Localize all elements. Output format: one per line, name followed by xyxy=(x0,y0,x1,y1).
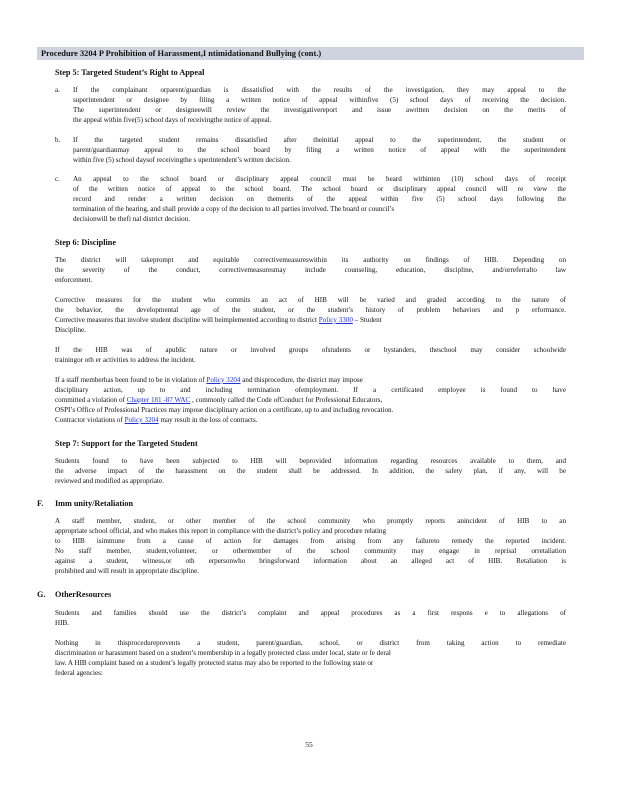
step5-b-line-2: parent/guardianmay appeal to the school board by filing a written notice of appeal with the superintendent xyxy=(73,146,566,154)
section-g-p1-line-1: Students and families should use the district’s complaint and appeal procedures as a first respons e to allegations of xyxy=(55,609,566,617)
section-g-p2-line-2: discrimination or harassment based on a student’s membership in a legally protected class under local, state or fe deral xyxy=(55,649,391,657)
step5-b-line-3: within five (5) school daysof receivingthe s uperintendent’s written decision. xyxy=(73,156,291,164)
section-g-p2-line-3: law. A HIB complaint based on a student’s legally protected status may also be reported to the following state or xyxy=(55,659,374,667)
section-f-line-4: No staff member, student,volunteer, or othermember of the school community may engage in reprisal orretaliation xyxy=(55,547,566,555)
step6-p4-after-1: and thisprocedure, the district may impose xyxy=(242,376,363,384)
step6-p2-line-2: the behavior, the developmental age of the student, or the student’s history of problem behaviors and p erformance. xyxy=(55,306,566,314)
item-b-marker: b. xyxy=(55,136,61,144)
section-g-p2-line-1: Nothing in thisprocedureprevents a student, parent/guardian, school, or district from taking action to remediate xyxy=(55,639,566,647)
step5-c-line-4: termination of the hearing, and shall provide a copy of the decision to all parties involved. The board or council’s xyxy=(73,205,395,213)
step6-p1-line-2: the severity of the conduct, correctivemeasuresmay include counseling, education, discipline, and/orreferralto law xyxy=(55,266,566,274)
step6-p4-text-5: Contractor violations of xyxy=(55,416,123,424)
step7-title: Step 7: Support for the Targeted Student xyxy=(55,439,198,448)
policy-3300-link[interactable]: Policy 3300 xyxy=(318,316,353,324)
section-f-title: Imm unity/Retaliation xyxy=(55,499,134,508)
step6-p3-line-2: trainingor oth er activities to address the incident. xyxy=(55,356,196,364)
step6-p4-line-2: disciplinary action, up to and including termination ofemployment. If a certificated employee is found to have xyxy=(55,386,566,394)
section-g-marker: G. xyxy=(37,590,46,599)
step6-p4-text-3: committed a violation of xyxy=(55,396,125,404)
step6-p4-after-2: , commonly called the Code ofConduct for Professional Educators, xyxy=(192,396,383,404)
step5-c-line-5: decisionwill be thefi nal district decision. xyxy=(73,215,191,223)
step6-p4-text-1: If a staff memberhas been found to be in violation of xyxy=(55,376,205,384)
step6-p2-line-4: Discipline. xyxy=(55,326,86,334)
section-f-line-3: to HIB isimmune from a cause of action for damages from arising from any failureto remedy the reported incident. xyxy=(55,537,566,545)
item-a-marker: a. xyxy=(55,86,60,94)
section-f-line-6: prohibited and will result in appropriate discipline. xyxy=(55,567,200,575)
section-g-p2-line-4: federal agencies: xyxy=(55,669,103,677)
page-number: 55 xyxy=(305,740,313,749)
step6-p2-text: Corrective measures that involve student discipline will beimplemented according to district xyxy=(55,316,318,324)
step7-line-3: reviewed and modified as appropriate. xyxy=(55,477,164,485)
step6-p4-line-4: OSPI’s Office of Professional Practices may impose disciplinary action on a certificate, up to and including revocation. xyxy=(55,406,394,414)
section-g-p1-line-2: HIB. xyxy=(55,619,69,627)
step6-p2-tail: – Student xyxy=(354,316,382,324)
step5-b-line-1: If the targeted student remains dissatisfied after theinitial appeal to the superintendent, the student or xyxy=(73,136,566,144)
step5-a-line-1: If the complainant orparent/guardian is dissatisfied with the results of the investigation, they may appeal to the xyxy=(73,86,566,94)
step5-c-line-3: record and render a written decision on themerits of the appeal within five (5) school days following the xyxy=(73,195,566,203)
procedure-header: Procedure 3204 P Prohibition of Harassment,I ntimidationand Bullying (cont.) xyxy=(37,47,584,60)
step6-p4-line-1 xyxy=(55,376,363,385)
step6-p4-after-3: may result in the loss of contracts. xyxy=(160,416,258,424)
step7-line-1: Students found to have been subjected to HIB will beprovided information regarding resources available to them, and xyxy=(55,457,566,465)
step5-c-line-2: of the written notice of appeal to the school board. The school board or disciplinary appeal council will re view the xyxy=(73,185,566,193)
step6-p3-line-1: If the HIB was of apublic nature or involved groups ofstudents or bystanders, theschool may consider schoolwide xyxy=(55,346,566,354)
step6-p2-line-3 xyxy=(55,316,382,325)
policy-3204-link[interactable]: Policy 3204 xyxy=(206,376,241,384)
step6-p2-line-1: Corrective measures for the student who commits an act of HIB will be varied and graded according to the nature of xyxy=(55,296,566,304)
step6-p4-line-3 xyxy=(55,396,382,405)
step7-line-2: the adverse impact of the harassment on the student shall be addressed. In addition, the safety plan, if any, will be xyxy=(55,467,566,475)
wac-chapter-link[interactable]: Chapter 181 -87 WAC xyxy=(126,396,191,404)
step5-a-line-3: The superintendent or designeewill review the investigativereport and issue awritten decision on the merits of xyxy=(73,106,566,114)
step5-a-line-2: superintendent or designee by filing a written notice of appeal withinfive (5) school days of receiving the decision. xyxy=(73,96,566,104)
step6-p4-line-5 xyxy=(55,416,258,425)
policy-3204-link-2[interactable]: Policy 3204 xyxy=(124,416,159,424)
step6-title: Step 6: Discipline xyxy=(55,238,116,247)
step5-title: Step 5: Targeted Student’s Right to Appeal xyxy=(55,68,205,77)
step5-c-line-1: An appeal to the school board or disciplinary appeal council must be heard withinten (10) school days of receipt xyxy=(73,175,566,183)
section-f-line-1: A staff member, student, or other member of the school community who promptly reports anincident of HIB to an xyxy=(55,517,566,525)
section-f-marker: F. xyxy=(37,499,44,508)
section-f-line-5: against a student, witness,or oth erpersonwho bringsforward information about an alleged act of HIB. Retaliation is xyxy=(55,557,566,565)
section-f-line-2: appropriate school official, and who makes this report in compliance with the district’s policy and procedure relating xyxy=(55,527,387,535)
step6-p1-line-3: enforcement. xyxy=(55,276,93,284)
item-c-marker: c. xyxy=(55,175,60,183)
section-g-title: OtherResources xyxy=(55,590,112,599)
step6-p1-line-1: The district will takeprompt and equitable correctivemeasureswithin its authority on findings of HIB. Depending on xyxy=(55,256,566,264)
step5-a-line-4: the appeal within five(5) school days of receivingthe notice of appeal. xyxy=(73,116,272,124)
